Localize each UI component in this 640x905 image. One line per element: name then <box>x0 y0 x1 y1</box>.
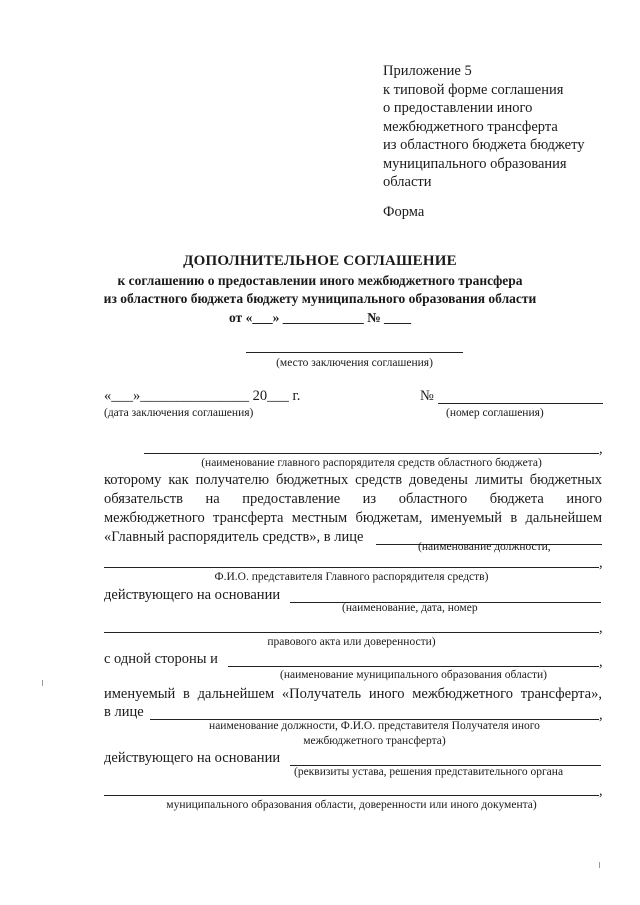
recipient-caption: межбюджетного трансферта) <box>303 735 446 747</box>
document-field-line[interactable] <box>104 795 599 796</box>
scan-mark <box>42 680 43 686</box>
form-label: Форма <box>383 204 425 220</box>
paragraph-person-lead: «Главный распорядитель средств», в лице <box>104 529 364 545</box>
distributor-caption: (наименование главного распорядителя средств областного бюджета) <box>201 457 542 469</box>
appendix-line: муниципального образования <box>383 155 567 172</box>
paragraph-line: обязательств на предоставление из областного бюджета иного <box>104 491 602 507</box>
appendix-line: к типовой форме соглашения <box>383 81 564 98</box>
document-subtitle-1: к соглашению о предоставлении иного межбюджетного трансфера <box>117 273 523 288</box>
basis-label: действующего на основании <box>104 750 281 766</box>
appendix-line: из областного бюджета бюджету <box>383 137 585 153</box>
paragraph-line: которому как получателю бюджетных средств доведены лимиты бюджетных <box>104 472 602 488</box>
basis-label: действующего на основании <box>104 587 281 603</box>
number-field-line[interactable] <box>438 403 603 404</box>
position-caption: (наименование должности, <box>418 541 551 553</box>
place-caption: (место заключения соглашения) <box>276 357 433 369</box>
document-caption: муниципального образования области, доверенности или иного документа) <box>166 799 537 811</box>
recipient-line: именуемый в дальнейшем «Получатель иного межбюджетного трансферта», <box>104 686 602 702</box>
date-field[interactable]: «___»_______________ 20___ г. <box>104 388 301 404</box>
comma: , <box>599 620 603 636</box>
document-subtitle-3: от «___» ____________ № ____ <box>228 310 412 325</box>
legal-act-caption: правового акта или доверенности) <box>267 636 436 648</box>
one-side-label: с одной стороны и <box>104 651 218 667</box>
number-caption: (номер соглашения) <box>446 407 544 419</box>
document-subtitle-2: из областного бюджета бюджету муниципального образования области <box>103 291 537 306</box>
basis-caption: (наименование, дата, номер <box>342 602 478 614</box>
place-field-line[interactable] <box>246 352 463 353</box>
number-sign: № <box>420 388 434 404</box>
scan-mark <box>599 862 600 868</box>
comma: , <box>599 654 603 670</box>
comma: , <box>599 783 603 799</box>
appendix-line: Приложение 5 <box>383 63 472 79</box>
appendix-line: области <box>383 174 432 190</box>
comma: , <box>599 441 603 457</box>
paragraph-line: межбюджетного трансферта местным бюджетам, именуемый в дальнейшем <box>104 510 602 526</box>
legal-act-field-line[interactable] <box>104 632 599 633</box>
recipient-caption: наименование должности, Ф.И.О. представителя Получателя иного <box>209 720 540 732</box>
distributor-field-line[interactable] <box>144 453 599 454</box>
municipality-caption: (наименование муниципального образования области) <box>280 669 547 681</box>
appendix-line: о предоставлении иного <box>383 100 533 116</box>
fio-field-line[interactable] <box>104 567 599 568</box>
comma: , <box>599 555 603 571</box>
in-person-label: в лице <box>104 704 144 720</box>
comma: , <box>599 707 603 723</box>
date-caption: (дата заключения соглашения) <box>104 407 254 419</box>
appendix-block <box>383 62 585 192</box>
appendix-line: межбюджетного трансферта <box>383 118 558 135</box>
fio-caption: Ф.И.О. представителя Главного распорядителя средств) <box>214 571 489 583</box>
municipality-field-line[interactable] <box>228 666 599 667</box>
charter-caption: (реквизиты устава, решения представительного органа <box>294 766 564 778</box>
document-title: ДОПОЛНИТЕЛЬНОЕ СОГЛАШЕНИЕ <box>183 253 457 269</box>
